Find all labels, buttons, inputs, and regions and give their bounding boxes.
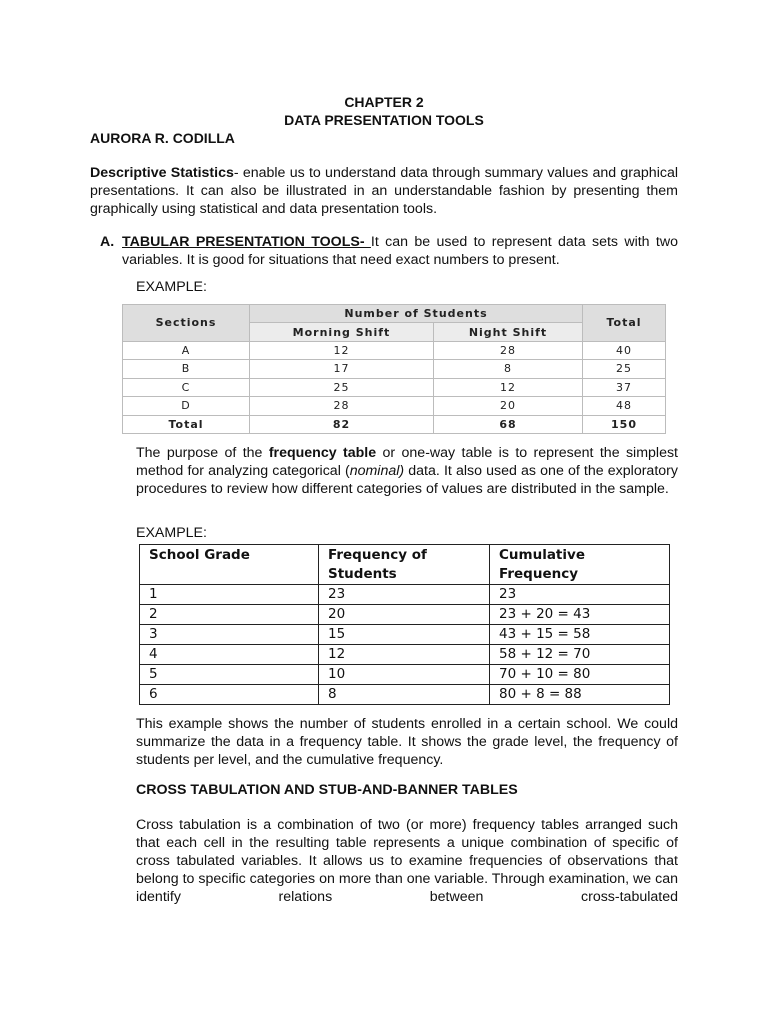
table-cell: 80 + 8 = 88 xyxy=(490,685,670,705)
header-line: Students xyxy=(328,566,397,582)
header-frequency-of-students xyxy=(319,545,490,585)
table-cell: 28 xyxy=(434,341,583,359)
nominal-term: nominal) xyxy=(349,463,405,479)
table-cell: 1 xyxy=(140,585,319,605)
table-cell: C xyxy=(123,378,250,396)
students-by-shift-table xyxy=(122,304,666,434)
text-run: The purpose of the xyxy=(136,445,269,461)
section-a-heading: TABULAR PRESENTATION TOOLS- xyxy=(122,234,371,250)
intro-term: Descriptive Statistics xyxy=(90,165,234,181)
section-marker: A. xyxy=(100,234,115,250)
intro-text: - enable us to understand data through summary values and graphical presentations. It can also be illustrated in an understandable fashion by presenting them graphically using statistical and data presentation tools. xyxy=(90,165,678,217)
table-cell: 40 xyxy=(583,341,666,359)
table-cell: 12 xyxy=(319,645,490,665)
header-morning-shift: Morning Shift xyxy=(250,323,434,341)
table-cell: 2 xyxy=(140,605,319,625)
table-cell: 8 xyxy=(319,685,490,705)
header-number-of-students: Number of Students xyxy=(250,305,583,323)
header-school-grade: School Grade xyxy=(140,545,319,585)
table-row xyxy=(123,360,666,378)
table-cell: 82 xyxy=(250,415,434,433)
table-row xyxy=(140,585,670,605)
table-cell: 68 xyxy=(434,415,583,433)
frequency-table-term: frequency table xyxy=(268,445,377,461)
header-line: Frequency of xyxy=(328,547,427,563)
header-night-shift: Night Shift xyxy=(434,323,583,341)
table-cell: 43 + 15 = 58 xyxy=(490,625,670,645)
example-label: EXAMPLE: xyxy=(136,525,207,541)
cross-tabulation-heading: CROSS TABULATION AND STUB-AND-BANNER TABLES xyxy=(136,782,518,798)
table-cell: 20 xyxy=(434,397,583,415)
header-line: Cumulative xyxy=(499,547,585,563)
table-cell: 25 xyxy=(250,378,434,396)
table-cell: 12 xyxy=(434,378,583,396)
table-cell: 5 xyxy=(140,665,319,685)
table-cell: 23 + 20 = 43 xyxy=(490,605,670,625)
table-row xyxy=(123,397,666,415)
header-sections: Sections xyxy=(123,305,250,342)
header-cumulative-frequency xyxy=(490,545,670,585)
chapter-label: CHAPTER 2 xyxy=(344,94,424,110)
table-cell: 58 + 12 = 70 xyxy=(490,645,670,665)
table-cell: 20 xyxy=(319,605,490,625)
table-cell: 17 xyxy=(250,360,434,378)
table-row xyxy=(140,685,670,705)
table-cell: 12 xyxy=(250,341,434,359)
table-cell: B xyxy=(123,360,250,378)
text-run: or one-way table is to represent the simplest method for analyzing categorical ( xyxy=(136,445,678,479)
table-cell: 37 xyxy=(583,378,666,396)
table-row xyxy=(140,665,670,685)
author-name: AURORA R. CODILLA xyxy=(90,130,235,146)
document-title: DATA PRESENTATION TOOLS xyxy=(284,112,484,128)
table-cell: A xyxy=(123,341,250,359)
table-row xyxy=(123,378,666,396)
table-cell: 15 xyxy=(319,625,490,645)
table-cell: 8 xyxy=(434,360,583,378)
table-cell: 23 xyxy=(319,585,490,605)
table-cell: 150 xyxy=(583,415,666,433)
table-row xyxy=(123,341,666,359)
intro-paragraph xyxy=(90,164,678,218)
table-cell: 70 + 10 = 80 xyxy=(490,665,670,685)
example-explanation-paragraph: This example shows the number of students enrolled in a certain school. We could summarize the data in a frequency table. It shows the grade level, the frequency of students per level, and the cumulative frequency. xyxy=(136,716,678,768)
example-label: EXAMPLE: xyxy=(136,279,207,295)
table-cell: 3 xyxy=(140,625,319,645)
table-cell: 23 xyxy=(490,585,670,605)
header-total: Total xyxy=(583,305,666,342)
table-total-row xyxy=(123,415,666,433)
table-cell: 6 xyxy=(140,685,319,705)
frequency-table-paragraph xyxy=(136,444,678,498)
table-cell: 28 xyxy=(250,397,434,415)
section-a-text: It can be used to represent data sets with two variables. It is good for situations that need exact numbers to present. xyxy=(122,234,678,268)
table-cell: Total xyxy=(123,415,250,433)
table-cell: 4 xyxy=(140,645,319,665)
text-run: data. It also used as one of the exploratory procedures to review how different categories of values are distributed in the sample. xyxy=(136,463,678,497)
header-line: Frequency xyxy=(499,566,579,582)
table-cell: 48 xyxy=(583,397,666,415)
section-a-paragraph xyxy=(122,233,678,269)
table-cell: 25 xyxy=(583,360,666,378)
table-cell: D xyxy=(123,397,250,415)
table-row xyxy=(140,645,670,665)
cross-tabulation-paragraph: Cross tabulation is a combination of two (or more) frequency tables arranged such that each cell in the resulting table represents a unique combination of specific of cross tabulated variables. It allows us to examine frequencies of observations that belong to specific categories on more than one variable. Through examination, we can identify relations between cross-tabulated xyxy=(136,817,678,905)
frequency-table xyxy=(139,544,670,705)
table-row xyxy=(140,605,670,625)
table-cell: 10 xyxy=(319,665,490,685)
table-row xyxy=(140,625,670,645)
